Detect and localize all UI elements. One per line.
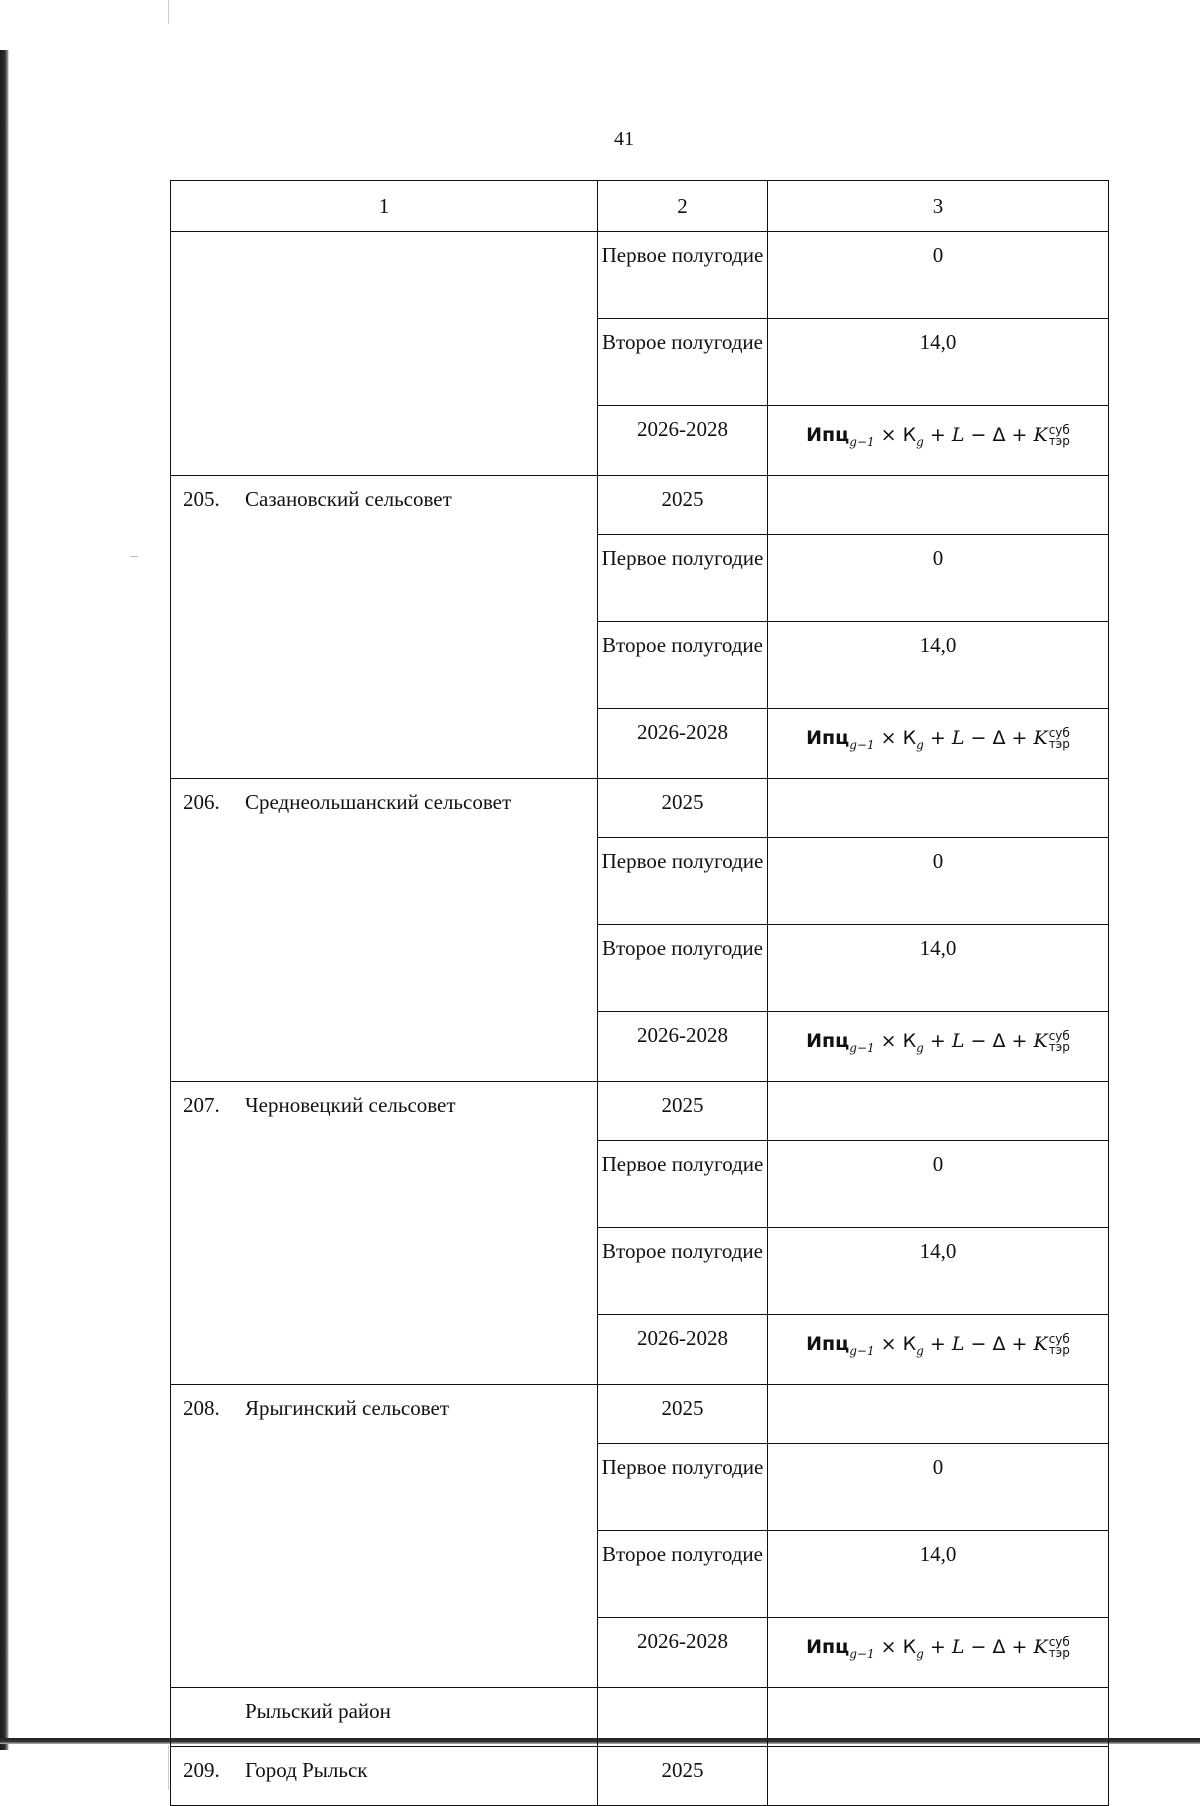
value-cell <box>768 1618 1109 1688</box>
value-cell <box>768 779 1109 838</box>
table-row <box>171 476 1109 535</box>
value-cell <box>768 1082 1109 1141</box>
formula-plus-2: + <box>1011 1030 1028 1052</box>
period-cell: Первое полугодие <box>598 838 768 925</box>
formula-delta: Δ <box>992 1636 1006 1658</box>
page-number: 41 <box>614 128 634 150</box>
formula-kk: K <box>1033 424 1048 446</box>
formula-l: L <box>951 1030 965 1052</box>
formula-ipc: Ипц <box>806 727 850 749</box>
table-row <box>171 1385 1109 1444</box>
scan-edge-left <box>0 50 9 1750</box>
value-cell <box>768 476 1109 535</box>
settlement-name: Черновецкий сельсовет <box>245 1093 456 1117</box>
formula-ipc: Ипц <box>806 1636 850 1658</box>
table-row <box>171 1082 1109 1141</box>
formula-k-index: g <box>916 737 924 752</box>
formula-kk-sup: суб <box>1048 1634 1070 1649</box>
settlement-name: Город Рыльск <box>245 1758 368 1782</box>
formula-kk-sub: тэр <box>1048 433 1070 448</box>
formula-ipc: Ипц <box>806 424 850 446</box>
tariff-formula <box>768 1325 1108 1365</box>
period-cell: Второе полугодие <box>598 622 768 709</box>
period-cell: 2025 <box>598 1747 768 1806</box>
formula-plus: + <box>929 727 946 749</box>
settlement-cell <box>171 476 598 779</box>
scan-mark-left <box>130 556 138 557</box>
formula-times: × <box>880 727 897 749</box>
table-body <box>171 181 1109 1806</box>
formula-minus: − <box>970 1030 987 1052</box>
value-cell: 14,0 <box>768 319 1109 406</box>
settlement-cell <box>171 232 598 476</box>
settlement-number: 207. <box>183 1093 220 1117</box>
value-cell: 14,0 <box>768 1531 1109 1618</box>
header-col-3: 3 <box>768 181 1109 232</box>
formula-k: К <box>902 1030 917 1052</box>
header-col-1: 1 <box>171 181 598 232</box>
formula-l: L <box>951 1636 965 1658</box>
value-cell: 0 <box>768 1444 1109 1531</box>
formula-k-index: g <box>916 1646 924 1661</box>
settlement-number: 208. <box>183 1396 220 1420</box>
formula-ipc-index: g−1 <box>849 737 875 752</box>
period-cell: Второе полугодие <box>598 1531 768 1618</box>
settlement-name: Среднеольшанский сельсовет <box>245 790 512 814</box>
settlement-number: 205. <box>183 487 220 511</box>
settlement-name: Ярыгинский сельсовет <box>245 1396 450 1420</box>
value-cell <box>768 1688 1109 1747</box>
formula-k: К <box>902 727 917 749</box>
table-row <box>171 779 1109 838</box>
value-cell <box>768 1747 1109 1806</box>
period-cell: 2025 <box>598 779 768 838</box>
formula-times: × <box>880 1030 897 1052</box>
period-cell: 2026-2028 <box>598 406 768 476</box>
period-cell: Первое полугодие <box>598 1141 768 1228</box>
formula-ipc: Ипц <box>806 1333 850 1355</box>
formula-plus: + <box>929 1636 946 1658</box>
formula-ipc-index: g−1 <box>849 1040 875 1055</box>
settlement-name: Сазановский сельсовет <box>245 487 452 511</box>
period-cell: Второе полугодие <box>598 925 768 1012</box>
value-cell: 14,0 <box>768 925 1109 1012</box>
formula-kk-sup: суб <box>1048 422 1070 437</box>
formula-plus-2: + <box>1011 424 1028 446</box>
district-row <box>171 1688 1109 1747</box>
formula-l: L <box>951 424 965 446</box>
period-cell: Первое полугодие <box>598 535 768 622</box>
value-cell <box>768 406 1109 476</box>
formula-minus: − <box>970 424 987 446</box>
formula-ipc-index: g−1 <box>849 1646 875 1661</box>
tariff-table <box>170 180 1109 1806</box>
formula-kk-sub: тэр <box>1048 1645 1070 1660</box>
formula-delta: Δ <box>992 727 1006 749</box>
period-cell: Первое полугодие <box>598 1444 768 1531</box>
period-cell: 2026-2028 <box>598 1315 768 1385</box>
formula-kk-sub: тэр <box>1048 1039 1070 1054</box>
formula-k: К <box>902 1333 917 1355</box>
header-col-2: 2 <box>598 181 768 232</box>
formula-minus: − <box>970 727 987 749</box>
value-cell: 0 <box>768 838 1109 925</box>
formula-ipc-index: g−1 <box>849 434 875 449</box>
formula-times: × <box>880 1333 897 1355</box>
formula-plus-2: + <box>1011 1636 1028 1658</box>
period-cell: 2026-2028 <box>598 1618 768 1688</box>
period-cell: 2026-2028 <box>598 709 768 779</box>
formula-k: К <box>902 1636 917 1658</box>
formula-delta: Δ <box>992 424 1006 446</box>
formula-l: L <box>951 1333 965 1355</box>
formula-k-index: g <box>916 434 924 449</box>
value-cell: 0 <box>768 232 1109 319</box>
formula-delta: Δ <box>992 1333 1006 1355</box>
value-cell <box>768 1012 1109 1082</box>
tariff-formula <box>768 1022 1108 1062</box>
settlement-cell <box>171 1385 598 1688</box>
settlement-cell <box>171 779 598 1082</box>
formula-times: × <box>880 424 897 446</box>
formula-kk: K <box>1033 1636 1048 1658</box>
formula-delta: Δ <box>992 1030 1006 1052</box>
value-cell <box>768 1385 1109 1444</box>
scan-mark-top <box>168 0 169 24</box>
period-cell: 2025 <box>598 1082 768 1141</box>
formula-kk: K <box>1033 1030 1048 1052</box>
formula-k-index: g <box>916 1343 924 1358</box>
formula-kk-sup: суб <box>1048 1028 1070 1043</box>
value-cell: 0 <box>768 535 1109 622</box>
formula-plus-2: + <box>1011 727 1028 749</box>
period-cell: 2026-2028 <box>598 1012 768 1082</box>
period-cell: 2025 <box>598 476 768 535</box>
formula-kk-sup: суб <box>1048 725 1070 740</box>
table-row <box>171 1747 1109 1806</box>
settlement-number: 209. <box>183 1758 220 1782</box>
settlement-cell <box>171 1747 598 1806</box>
formula-kk: K <box>1033 1333 1048 1355</box>
period-cell: Второе полугодие <box>598 1228 768 1315</box>
formula-k-index: g <box>916 1040 924 1055</box>
tariff-formula <box>768 719 1108 759</box>
header-row <box>171 181 1109 232</box>
formula-kk: K <box>1033 727 1048 749</box>
formula-kk-sub: тэр <box>1048 736 1070 751</box>
formula-l: L <box>951 727 965 749</box>
district-cell <box>171 1688 598 1747</box>
table-row <box>171 232 1109 319</box>
value-cell: 14,0 <box>768 622 1109 709</box>
value-cell: 14,0 <box>768 1228 1109 1315</box>
value-cell <box>768 709 1109 779</box>
value-cell: 0 <box>768 1141 1109 1228</box>
period-cell: Второе полугодие <box>598 319 768 406</box>
formula-kk-sub: тэр <box>1048 1342 1070 1357</box>
formula-plus: + <box>929 1030 946 1052</box>
formula-plus-2: + <box>1011 1333 1028 1355</box>
formula-times: × <box>880 1636 897 1658</box>
district-name: Рыльский район <box>245 1699 391 1723</box>
formula-ipc: Ипц <box>806 1030 850 1052</box>
period-cell <box>598 1688 768 1747</box>
formula-minus: − <box>970 1636 987 1658</box>
period-cell: 2025 <box>598 1385 768 1444</box>
scan-mark-bottom <box>168 1745 169 1790</box>
value-cell <box>768 1315 1109 1385</box>
formula-k: К <box>902 424 917 446</box>
settlement-cell <box>171 1082 598 1385</box>
tariff-formula <box>768 1628 1108 1668</box>
formula-kk-sup: суб <box>1048 1331 1070 1346</box>
settlement-number: 206. <box>183 790 220 814</box>
tariff-formula <box>768 416 1108 456</box>
formula-plus: + <box>929 1333 946 1355</box>
formula-minus: − <box>970 1333 987 1355</box>
formula-ipc-index: g−1 <box>849 1343 875 1358</box>
formula-plus: + <box>929 424 946 446</box>
period-cell: Первое полугодие <box>598 232 768 319</box>
